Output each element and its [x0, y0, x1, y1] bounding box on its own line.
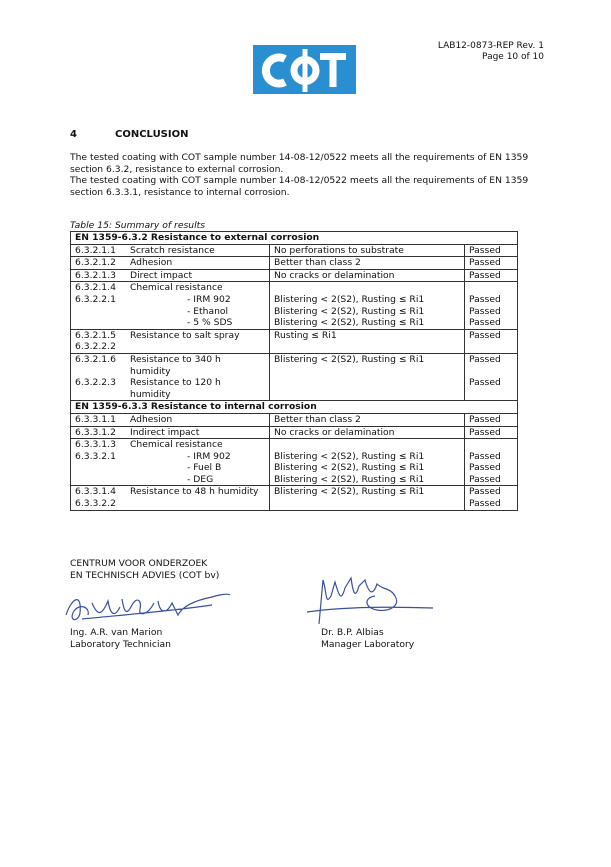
- results-line: Passed: [469, 377, 501, 389]
- ids-line: 6.3.2.1.6: [75, 353, 116, 365]
- ids-cell: [71, 329, 127, 353]
- group-header-cell: EN 1359-6.3.3 Resistance to internal corrosion: [71, 401, 518, 414]
- requirements-line: Rusting ≤ Ri1: [274, 329, 337, 341]
- table-row: [71, 486, 518, 510]
- results-line: Passed: [469, 473, 501, 485]
- ids-line: 6.3.2.1.4: [75, 282, 116, 294]
- table-row: [71, 353, 518, 400]
- results-cell: [465, 244, 518, 257]
- results-line: Passed: [469, 244, 501, 256]
- organization-name: [70, 558, 219, 581]
- ids-line: 6.3.3.1.4: [75, 486, 116, 498]
- ids-cell: [71, 439, 127, 486]
- report-reference: [438, 41, 544, 63]
- items-line: - Ethanol: [187, 305, 229, 317]
- items-line: Resistance to 120 h: [130, 377, 221, 389]
- ids-line: 6.3.2.2.3: [75, 377, 116, 389]
- table-group-header: [71, 401, 518, 414]
- items-line: Resistance to 340 h: [130, 353, 221, 365]
- requirements-line: [274, 282, 460, 294]
- requirements-line: Blistering < 2(S2), Rusting ≤ Ri1: [274, 293, 425, 305]
- ids-line: 6.3.2.1.1: [75, 244, 116, 256]
- items-cell: [126, 329, 270, 353]
- items-line: Direct impact: [130, 269, 193, 281]
- requirements-line: Better than class 2: [274, 257, 361, 269]
- items-cell: [126, 282, 270, 329]
- ids-line: 6.3.2.1.5: [75, 329, 116, 341]
- items-cell: [126, 244, 270, 257]
- requirements-cell: [270, 413, 465, 426]
- items-line: humidity: [130, 388, 171, 400]
- requirements-line: Blistering < 2(S2), Rusting ≤ Ri1: [274, 473, 425, 485]
- ids-cell: [71, 353, 127, 400]
- results-line: Passed: [469, 413, 501, 425]
- requirements-cell: [270, 439, 465, 486]
- results-cell: [465, 426, 518, 439]
- results-line: [469, 389, 513, 401]
- requirements-cell: [270, 426, 465, 439]
- items-line: Adhesion: [130, 413, 173, 425]
- items-cell: [126, 426, 270, 439]
- ids-line: 6.3.3.1.1: [75, 413, 116, 425]
- items-line: Indirect impact: [130, 426, 200, 438]
- results-line: [469, 282, 513, 294]
- results-line: Passed: [469, 353, 501, 365]
- requirements-cell: [270, 282, 465, 329]
- items-line: Chemical resistance: [130, 282, 223, 294]
- items-line: Adhesion: [130, 257, 173, 269]
- requirements-cell: [270, 353, 465, 400]
- ids-cell: [71, 244, 127, 257]
- items-cell: [126, 413, 270, 426]
- results-cell: [465, 282, 518, 329]
- items-cell: [126, 486, 270, 510]
- section-number: 4: [70, 129, 77, 140]
- ids-line: [75, 462, 122, 474]
- items-line: - DEG: [187, 473, 214, 485]
- requirements-cell: [270, 244, 465, 257]
- results-line: [469, 366, 513, 378]
- requirements-line: [274, 498, 460, 510]
- cot-logo-mark: [253, 45, 356, 94]
- ids-line: [75, 474, 122, 486]
- results-cell: [465, 329, 518, 353]
- results-line: [469, 341, 513, 353]
- items-line: Resistance to salt spray: [130, 329, 240, 341]
- requirements-cell: [270, 329, 465, 353]
- ids-line: [75, 306, 122, 318]
- results-line: [469, 439, 513, 451]
- results-line: Passed: [469, 329, 501, 341]
- requirements-line: [274, 439, 460, 451]
- results-line: Passed: [469, 269, 501, 281]
- ids-cell: [71, 426, 127, 439]
- results-line: Passed: [469, 257, 501, 269]
- requirements-line: Better than class 2: [274, 413, 361, 425]
- results-line: Passed: [469, 498, 501, 510]
- paragraph-line: section 6.3.3.1, resistance to internal corrosion.: [70, 186, 290, 198]
- results-line: Passed: [469, 462, 501, 474]
- signature-albias: [305, 572, 435, 630]
- ids-line: 6.3.2.2.1: [75, 293, 116, 305]
- requirements-line: No cracks or delamination: [274, 426, 395, 438]
- table-row: [71, 244, 518, 257]
- ids-line: 6.3.2.1.2: [75, 257, 116, 269]
- items-line: Resistance to 48 h humidity: [130, 486, 259, 498]
- ids-cell: [71, 486, 127, 510]
- results-cell: [465, 486, 518, 510]
- group-header-cell: EN 1359-6.3.2 Resistance to external corrosion: [71, 232, 518, 245]
- ids-line: 6.3.3.2.1: [75, 450, 116, 462]
- table-row: [71, 282, 518, 329]
- ids-cell: [71, 269, 127, 282]
- table-row: [71, 413, 518, 426]
- items-line: - IRM 902: [187, 450, 231, 462]
- signatory-role: Manager Laboratory: [321, 638, 415, 650]
- section-heading: [70, 129, 188, 140]
- table-group-header: [71, 232, 518, 245]
- page-number: Page 10 of 10: [482, 52, 544, 62]
- requirements-line: No perforations to substrate: [274, 244, 404, 256]
- results-line: Passed: [469, 305, 501, 317]
- items-line: humidity: [130, 365, 171, 377]
- requirements-line: Blistering < 2(S2), Rusting ≤ Ri1: [274, 353, 425, 365]
- signatory-name: Ing. A.R. van Marion: [70, 627, 163, 638]
- ids-line: 6.3.3.2.2: [75, 498, 116, 510]
- signatory-role: Laboratory Technician: [70, 638, 171, 650]
- items-line: Chemical resistance: [130, 439, 223, 451]
- ids-line: [75, 389, 122, 401]
- items-line: - Fuel B: [187, 462, 222, 474]
- items-line: Scratch resistance: [130, 244, 215, 256]
- ids-line: 6.3.2.2.2: [75, 341, 116, 353]
- ids-line: 6.3.2.1.3: [75, 269, 116, 281]
- paragraph-line: The tested coating with COT sample number 14-08-12/0522 meets all the requirements of EN 1359: [70, 152, 529, 163]
- results-cell: [465, 257, 518, 270]
- table-row: [71, 269, 518, 282]
- table-row: [71, 257, 518, 270]
- requirements-cell: [270, 257, 465, 270]
- items-cell: [126, 269, 270, 282]
- results-line: Passed: [469, 293, 501, 305]
- results-cell: [465, 439, 518, 486]
- results-line: Passed: [469, 486, 501, 498]
- results-cell: [465, 413, 518, 426]
- requirements-line: [274, 341, 460, 353]
- signatory-manager: [321, 627, 414, 650]
- report-ref-number: LAB12-0873-REP Rev. 1: [437, 41, 544, 51]
- results-line: Passed: [469, 317, 501, 329]
- results-line: Passed: [469, 426, 501, 438]
- requirements-line: Blistering < 2(S2), Rusting ≤ Ri1: [274, 462, 425, 474]
- organization-line: EN TECHNISCH ADVIES (COT bv): [70, 569, 220, 581]
- results-line: Passed: [469, 450, 501, 462]
- ids-line: [75, 317, 122, 329]
- signatory-name: Dr. B.P. Albias: [321, 627, 384, 638]
- items-line: [130, 498, 265, 510]
- results-cell: [465, 269, 518, 282]
- results-table: [70, 231, 518, 511]
- items-cell: [126, 353, 270, 400]
- items-line: - 5 % SDS: [187, 317, 233, 329]
- requirements-line: Blistering < 2(S2), Rusting ≤ Ri1: [274, 305, 425, 317]
- results-cell: [465, 353, 518, 400]
- items-line: [130, 341, 265, 353]
- items-cell: [126, 439, 270, 486]
- signatory-technician: [70, 627, 171, 650]
- ids-line: [75, 366, 122, 378]
- ids-cell: [71, 413, 127, 426]
- requirements-line: Blistering < 2(S2), Rusting ≤ Ri1: [274, 486, 425, 498]
- items-cell: [126, 257, 270, 270]
- ids-cell: [71, 257, 127, 270]
- section-title: CONCLUSION: [115, 129, 189, 140]
- ids-line: 6.3.3.1.3: [75, 439, 116, 451]
- table-row: [71, 426, 518, 439]
- requirements-cell: [270, 269, 465, 282]
- table-caption: Table 15: Summary of results: [70, 220, 206, 231]
- requirements-line: No cracks or delamination: [274, 269, 395, 281]
- items-line: - IRM 902: [187, 293, 231, 305]
- paragraph-line: The tested coating with COT sample number 14-08-12/0522 meets all the requirements of EN 1359: [70, 175, 529, 186]
- ids-cell: [71, 282, 127, 329]
- cot-logo: [253, 45, 356, 94]
- requirements-line: [274, 389, 460, 401]
- paragraph-line: section 6.3.2, resistance to external corrosion.: [70, 163, 284, 175]
- conclusion-paragraph-internal: [70, 175, 540, 198]
- signature-van-marion: [62, 585, 232, 630]
- requirements-line: Blistering < 2(S2), Rusting ≤ Ri1: [274, 317, 425, 329]
- table-row: [71, 439, 518, 486]
- table-row: [71, 329, 518, 353]
- requirements-line: [274, 377, 460, 389]
- requirements-line: Blistering < 2(S2), Rusting ≤ Ri1: [274, 450, 425, 462]
- ids-line: 6.3.3.1.2: [75, 426, 116, 438]
- requirements-cell: [270, 486, 465, 510]
- conclusion-paragraph-external: [70, 152, 540, 175]
- requirements-line: [274, 366, 460, 378]
- organization-line: CENTRUM VOOR ONDERZOEK: [70, 558, 208, 569]
